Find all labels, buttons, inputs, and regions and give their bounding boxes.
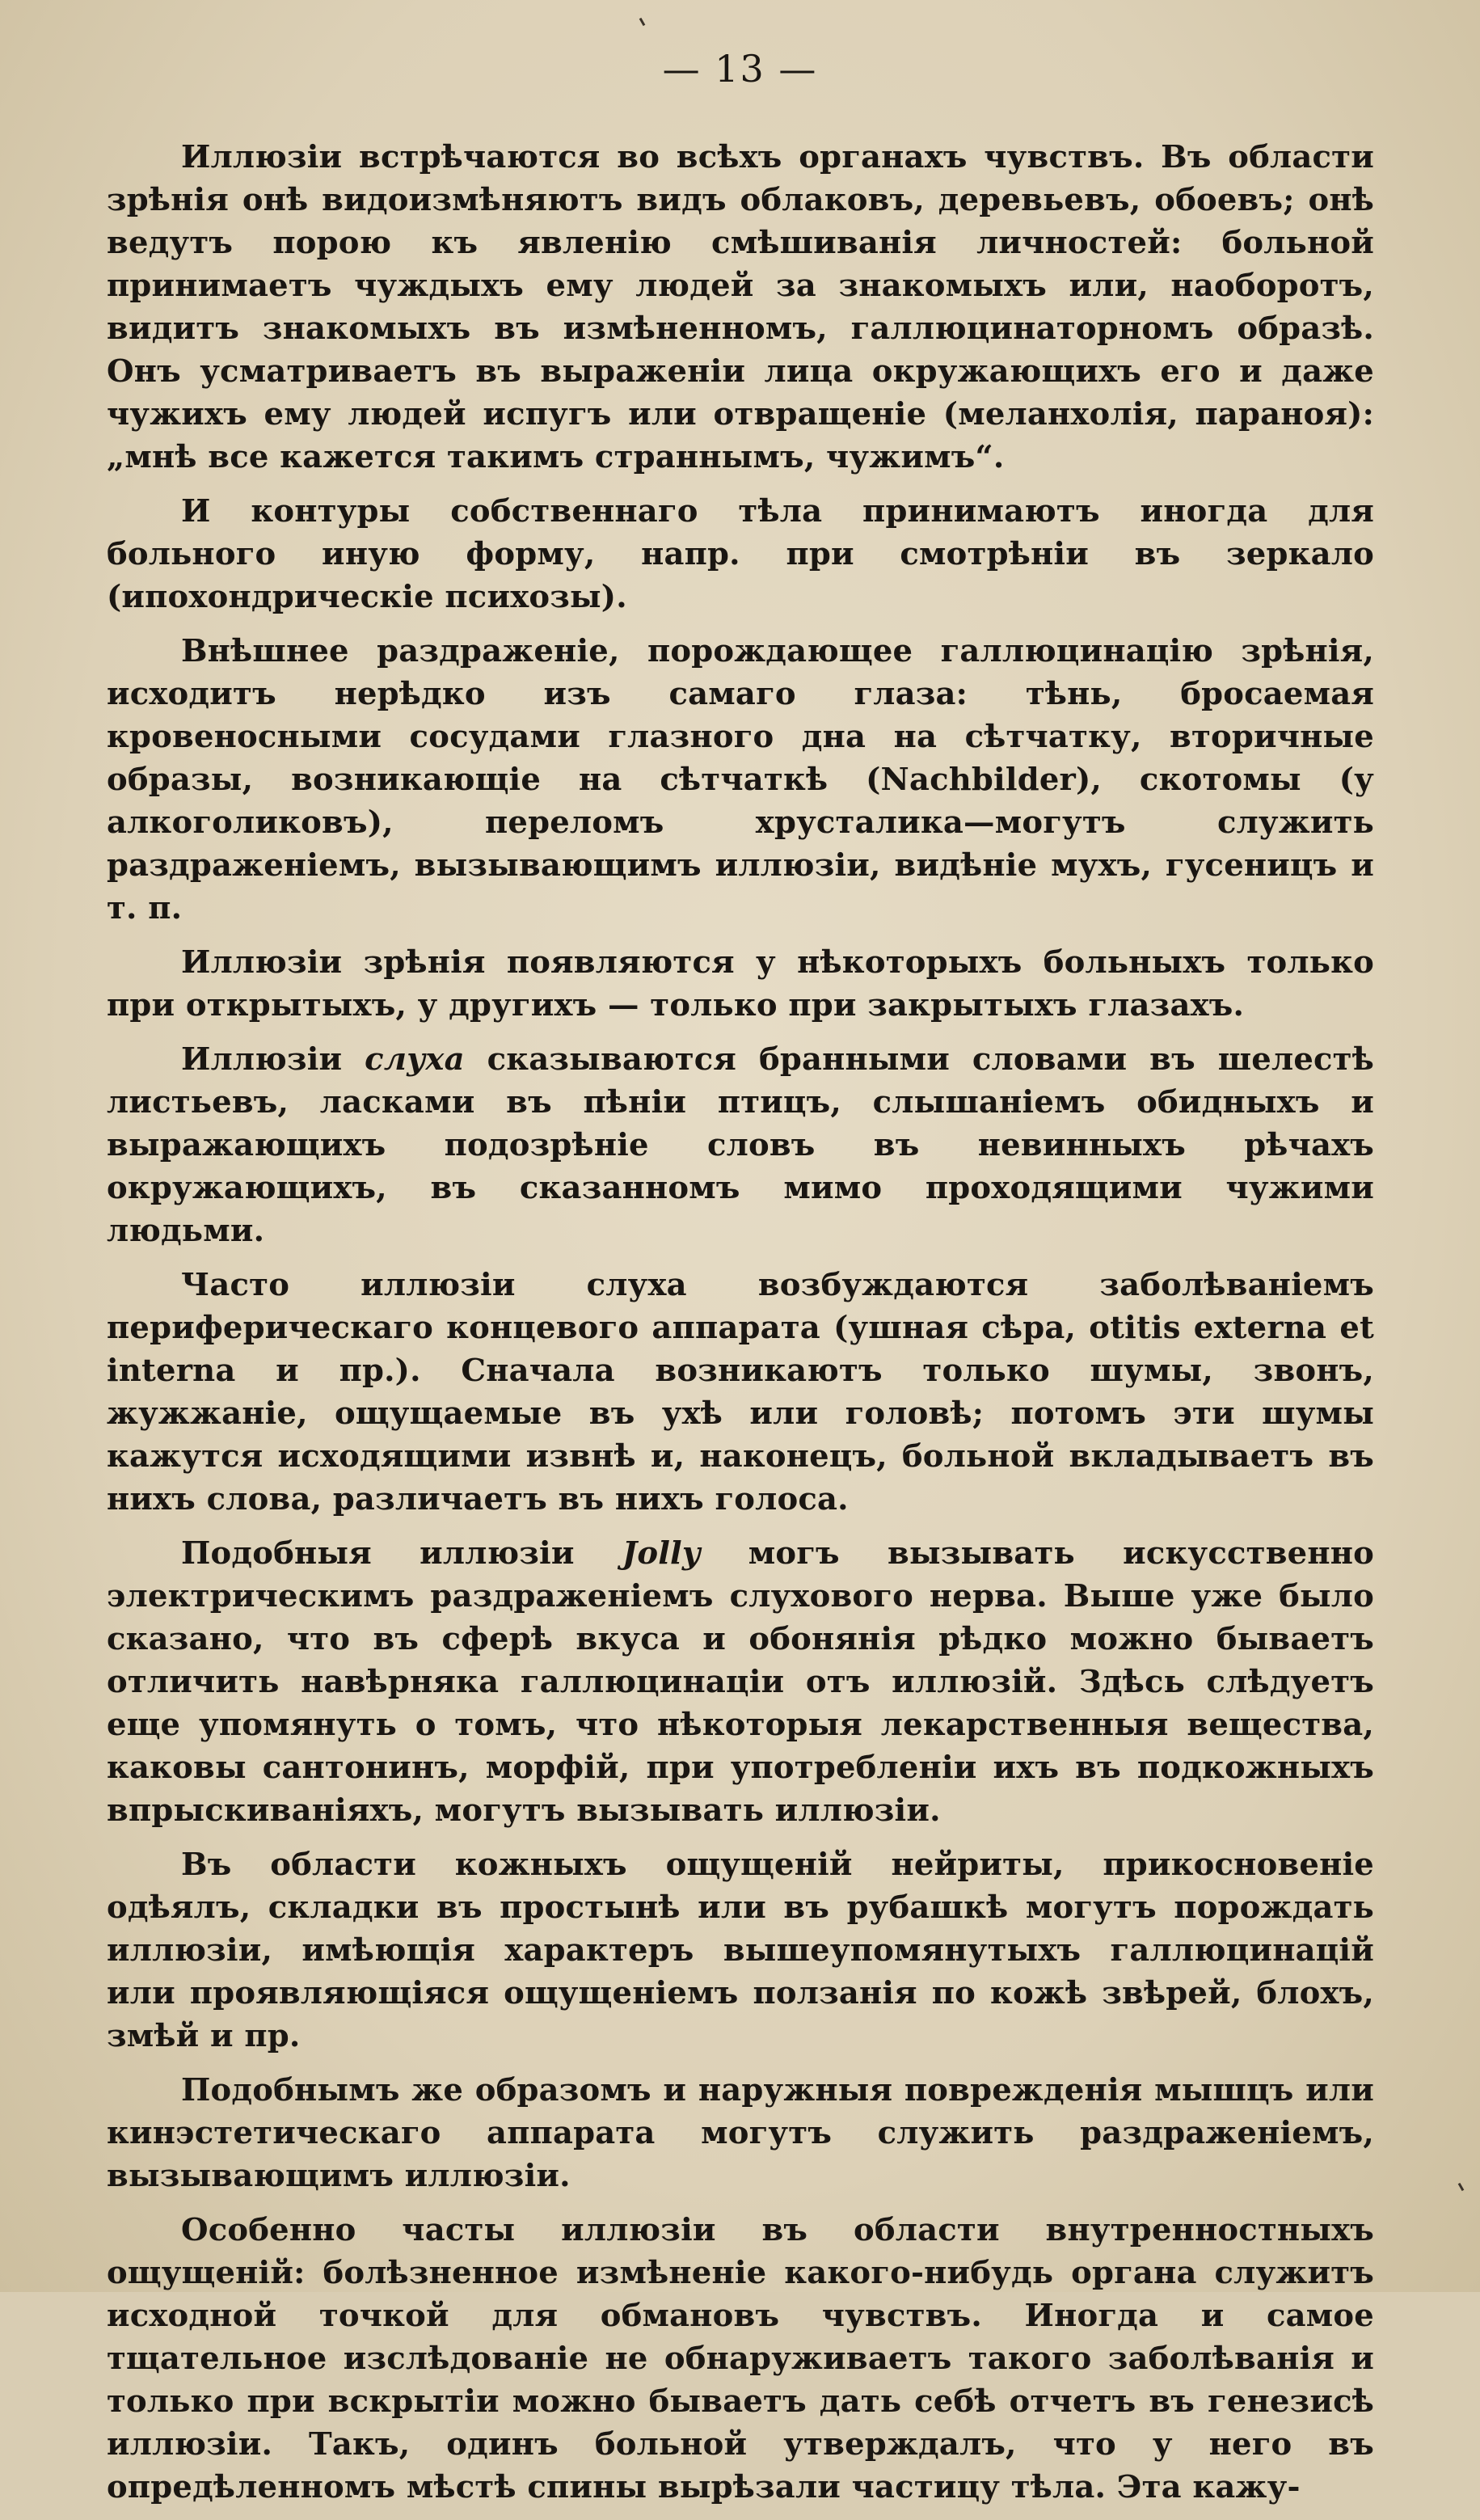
paragraph-illusions-senses: Иллюзіи встрѣчаются во всѣхъ органахъ чувствъ. Въ области зрѣнія онѣ видоизмѣняютъ видъ облаковъ, деревьевъ, обоевъ; онѣ ведутъ порою къ явленію смѣшиванія личностей: больной принимаетъ чуждыхъ ему людей за знакомыхъ или, наоборотъ, видитъ знакомыхъ въ измѣненномъ, галлюцинаторномъ образѣ. Онъ усматриваетъ въ выраженіи лица окружающихъ его и даже чужихъ ему людей испугъ или отвращеніе (меланхолія, параноя): „мнѣ все кажется такимъ страннымъ, чужимъ“. xyxy=(107,139,1374,475)
paragraph-hearing-lead: Иллюзіи xyxy=(181,1041,365,1078)
paragraph-hearing-emphasis: слуха xyxy=(365,1041,465,1078)
page-number: — 13 — xyxy=(662,47,818,91)
paragraph-jolly-lead: Подобныя иллюзіи xyxy=(181,1535,622,1572)
paragraph-external-irritation: Внѣшнее раздраженіе, порождающее галлюцинацію зрѣнія, исходитъ нерѣдко изъ самаго глаза: тѣнь, бросаемая кровеносными сосудами глазного дна на сѣтчатку, вторичные образы, возникающіе на сѣтчаткѣ (Nachbilder), скотомы (у алкоголиковъ), переломъ хрусталика—могутъ служить раздраженіемъ, вызывающимъ иллюзіи, видѣніе мухъ, гусеницъ и т. п. xyxy=(107,633,1374,927)
paragraph-jolly-emphasis: Jolly xyxy=(622,1535,701,1572)
print-speck-right xyxy=(1458,2183,1465,2191)
paragraph-visceral-sensations: Особенно часты иллюзіи въ области внутренностныхъ ощущеній: болѣзненное измѣненіе какого-нибудь органа служитъ исходной точкой для обмановъ чувствъ. Иногда и самое тщательное изслѣдованіе не обнаруживаетъ такого заболѣванія и только при вскрытіи можно бываетъ дать себѣ отчетъ въ генезисѣ иллюзіи. Такъ, одинъ больной утверждалъ, что у него въ опредѣленномъ мѣстѣ спины вырѣзали частицу тѣла. Эта кажу- xyxy=(107,2212,1374,2505)
paragraph-peripheral-apparatus: Часто иллюзіи слуха возбуждаются заболѣваніемъ периферическаго концевого аппарата (ушная сѣра, otitis externa et interna и пр.). Сначала возникаютъ только шумы, звонъ, жужжаніе, ощущаемые въ ухѣ или головѣ; потомъ эти шумы кажутся исходящими извнѣ и, наконецъ, больной вкладываетъ въ нихъ слова, различаетъ въ нихъ голоса. xyxy=(107,1267,1374,1517)
body-text xyxy=(107,136,1374,2520)
paragraph-body-contours: И контуры собственнаго тѣла принимаютъ иногда для больного иную форму, напр. при смотрѣніи въ зеркало (ипохондрическіе психозы). xyxy=(107,493,1374,615)
paragraph-jolly xyxy=(107,1532,1374,1832)
paragraph-jolly-rest: могъ вызывать искусственно электрическимъ раздраженіемъ слухового нерва. Выше уже было сказано, что въ сферѣ вкуса и обонянія рѣдко можно бываетъ отличить навѣрняка галлюцинаціи отъ иллюзій. Здѣсь слѣдуетъ еще упомянуть о томъ, что нѣкоторыя лекарственныя вещества, каковы сантонинъ, морфій, при употребленіи ихъ въ подкожныхъ впрыскиваніяхъ, могутъ вызывать иллюзіи. xyxy=(107,1535,1374,1829)
paragraph-open-closed-eyes: Иллюзіи зрѣнія появляются у нѣкоторыхъ больныхъ только при открытыхъ, у другихъ — только при закрытыхъ глазахъ. xyxy=(107,944,1374,1024)
paragraph-skin-sensations: Въ области кожныхъ ощущеній нейриты, прикосновеніе одѣялъ, складки въ простынѣ или въ рубашкѣ могутъ порождать иллюзіи, имѣющія характеръ вышеупомянутыхъ галлюцинацій или проявляющіяся ощущеніемъ ползанія по кожѣ звѣрей, блохъ, змѣй и пр. xyxy=(107,1847,1374,2054)
print-speck-top xyxy=(639,18,646,26)
paragraph-hearing-illusions xyxy=(107,1038,1374,1252)
paragraph-hearing-rest: сказываются бранными словами въ шелестѣ листьевъ, ласками въ пѣніи птицъ, слышаніемъ обидныхъ и выражающихъ подозрѣніе словъ въ невинныхъ рѣчахъ окружающихъ, въ сказанномъ мимо проходящими чужими людьми. xyxy=(107,1041,1374,1249)
paragraph-muscle-injuries: Подобнымъ же образомъ и наружныя поврежденія мышцъ или кинэстетическаго аппарата могутъ служить раздраженіемъ, вызывающимъ иллюзіи. xyxy=(107,2072,1374,2194)
